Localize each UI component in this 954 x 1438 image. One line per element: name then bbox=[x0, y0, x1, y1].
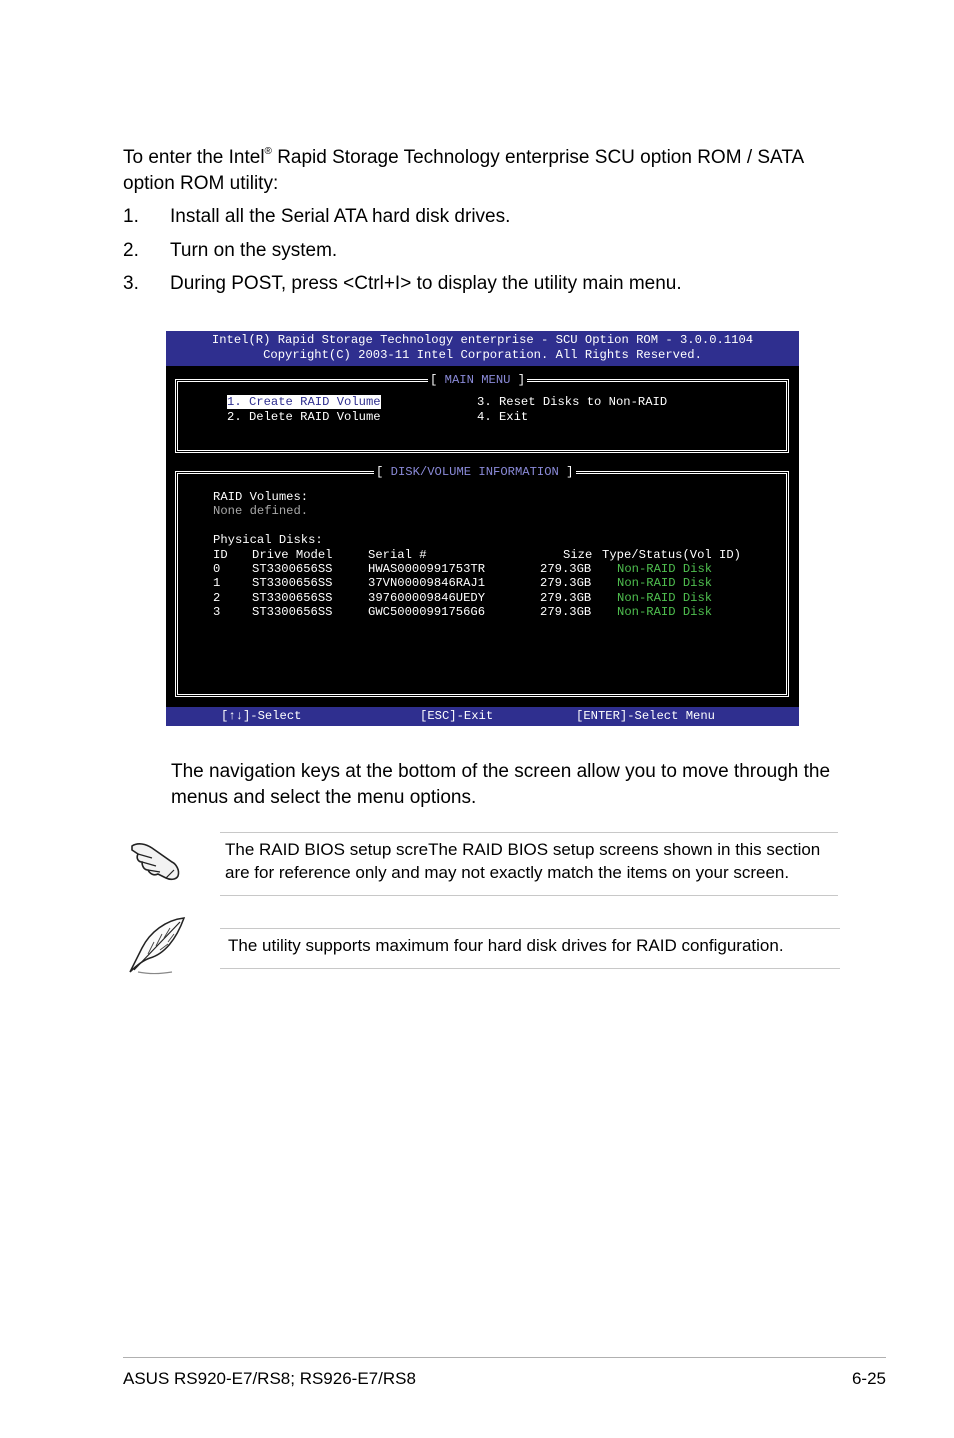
note-2-top-rule bbox=[220, 928, 840, 929]
menu-item-reset-disks[interactable]: 3. Reset Disks to Non-RAID bbox=[477, 395, 668, 409]
step-2: 2. Turn on the system. bbox=[123, 240, 338, 261]
col-serial: Serial # bbox=[368, 548, 427, 562]
footer-rule bbox=[123, 1357, 886, 1358]
col-drive-model: Drive Model bbox=[252, 548, 333, 562]
intro-text-1: To enter the Intel bbox=[123, 147, 265, 168]
col-type-status: Type/Status(Vol ID) bbox=[602, 548, 741, 562]
main-menu-title: [ MAIN MENU ] bbox=[430, 373, 526, 387]
intro-paragraph bbox=[123, 145, 843, 197]
footer-page-number: 6-25 bbox=[851, 1369, 886, 1388]
note-2-bottom-rule bbox=[220, 968, 840, 969]
feather-pen-icon bbox=[124, 914, 188, 976]
navigation-note: The navigation keys at the bottom of the screen allow you to move through the menus and select the menu options. bbox=[171, 761, 831, 808]
note-2-text: The utility supports maximum four hard disk drives for RAID configuration. bbox=[228, 936, 784, 955]
bios-footer-bar bbox=[166, 707, 799, 726]
col-size: Size bbox=[563, 548, 593, 562]
note-1-text: The RAID BIOS setup screThe RAID BIOS setup screens shown in this section are for reference only and may not exactly match the items on your screen. bbox=[225, 840, 821, 882]
note-1-bottom-rule bbox=[220, 895, 838, 896]
bios-header-line-2: Copyright(C) 2003-11 Intel Corporation. All Rights Reserved. bbox=[263, 348, 702, 362]
col-id: ID bbox=[213, 548, 228, 562]
hand-icon bbox=[128, 836, 186, 882]
menu-item-delete-raid-volume[interactable]: 2. Delete RAID Volume bbox=[227, 410, 381, 424]
step-1: 1. Install all the Serial ATA hard disk drives. bbox=[123, 206, 511, 227]
step-3: 3. During POST, press <Ctrl+I> to display the utility main menu. bbox=[123, 273, 682, 294]
disk-info-title: [ DISK/VOLUME INFORMATION ] bbox=[376, 465, 574, 479]
intro-text-2: Rapid Storage Technology enterprise SCU option ROM / SATA option ROM utility: bbox=[123, 147, 804, 194]
raid-volumes-value: None defined. bbox=[213, 504, 309, 518]
bios-header bbox=[166, 331, 799, 366]
raid-volumes-label: RAID Volumes: bbox=[213, 490, 309, 504]
physical-disks-label: Physical Disks: bbox=[213, 533, 323, 547]
note-1-top-rule bbox=[220, 832, 838, 833]
key-hint-enter: [ENTER]-Select Menu bbox=[576, 709, 715, 723]
key-hint-select: [↑↓]-Select bbox=[221, 709, 302, 723]
key-hint-exit: [ESC]-Exit bbox=[420, 709, 494, 723]
footer-product: ASUS RS920-E7/RS8; RS926-E7/RS8 bbox=[123, 1369, 416, 1388]
menu-item-create-raid-volume[interactable]: 1. Create RAID Volume bbox=[227, 395, 381, 409]
bios-screen: Intel(R) Rapid Storage Technology enterprise - SCU Option ROM - 3.0.0.1104 Copyright(C) 2003-11 Intel Corporation. All Rights Reserved. [ MAIN MENU ] 1. Create RAID Volume 2. Delete RAID Volume 3. Reset Disks to Non-RAID 4. Exit [ DISK/VOLUME INFORMATION ] RAID Volumes: None defined. Physical Disks: ID Drive Model Serial # Size Type/Status(Vol ID) 0 ST3300656SS HWAS0000991753TR 279.3GB Non-RAID Disk 1 ST3300656SS 37VN00009846RAJ1 279.3GB Non-RAID Disk 2 ST3300656SS 397600009846UEDY 279.3GB Non-RAID Disk 3 ST3300656SS GWC50000991756G6 279.3GB Non-RAID Disk [↑↓]-Select [ESC]-Exit [ENTER]-Select Menu bbox=[166, 331, 799, 726]
menu-item-exit[interactable]: 4. Exit bbox=[477, 410, 529, 424]
bios-header-line-1: Intel(R) Rapid Storage Technology enterprise - SCU Option ROM - 3.0.0.1104 bbox=[211, 333, 754, 347]
registered-mark: ® bbox=[264, 146, 272, 157]
